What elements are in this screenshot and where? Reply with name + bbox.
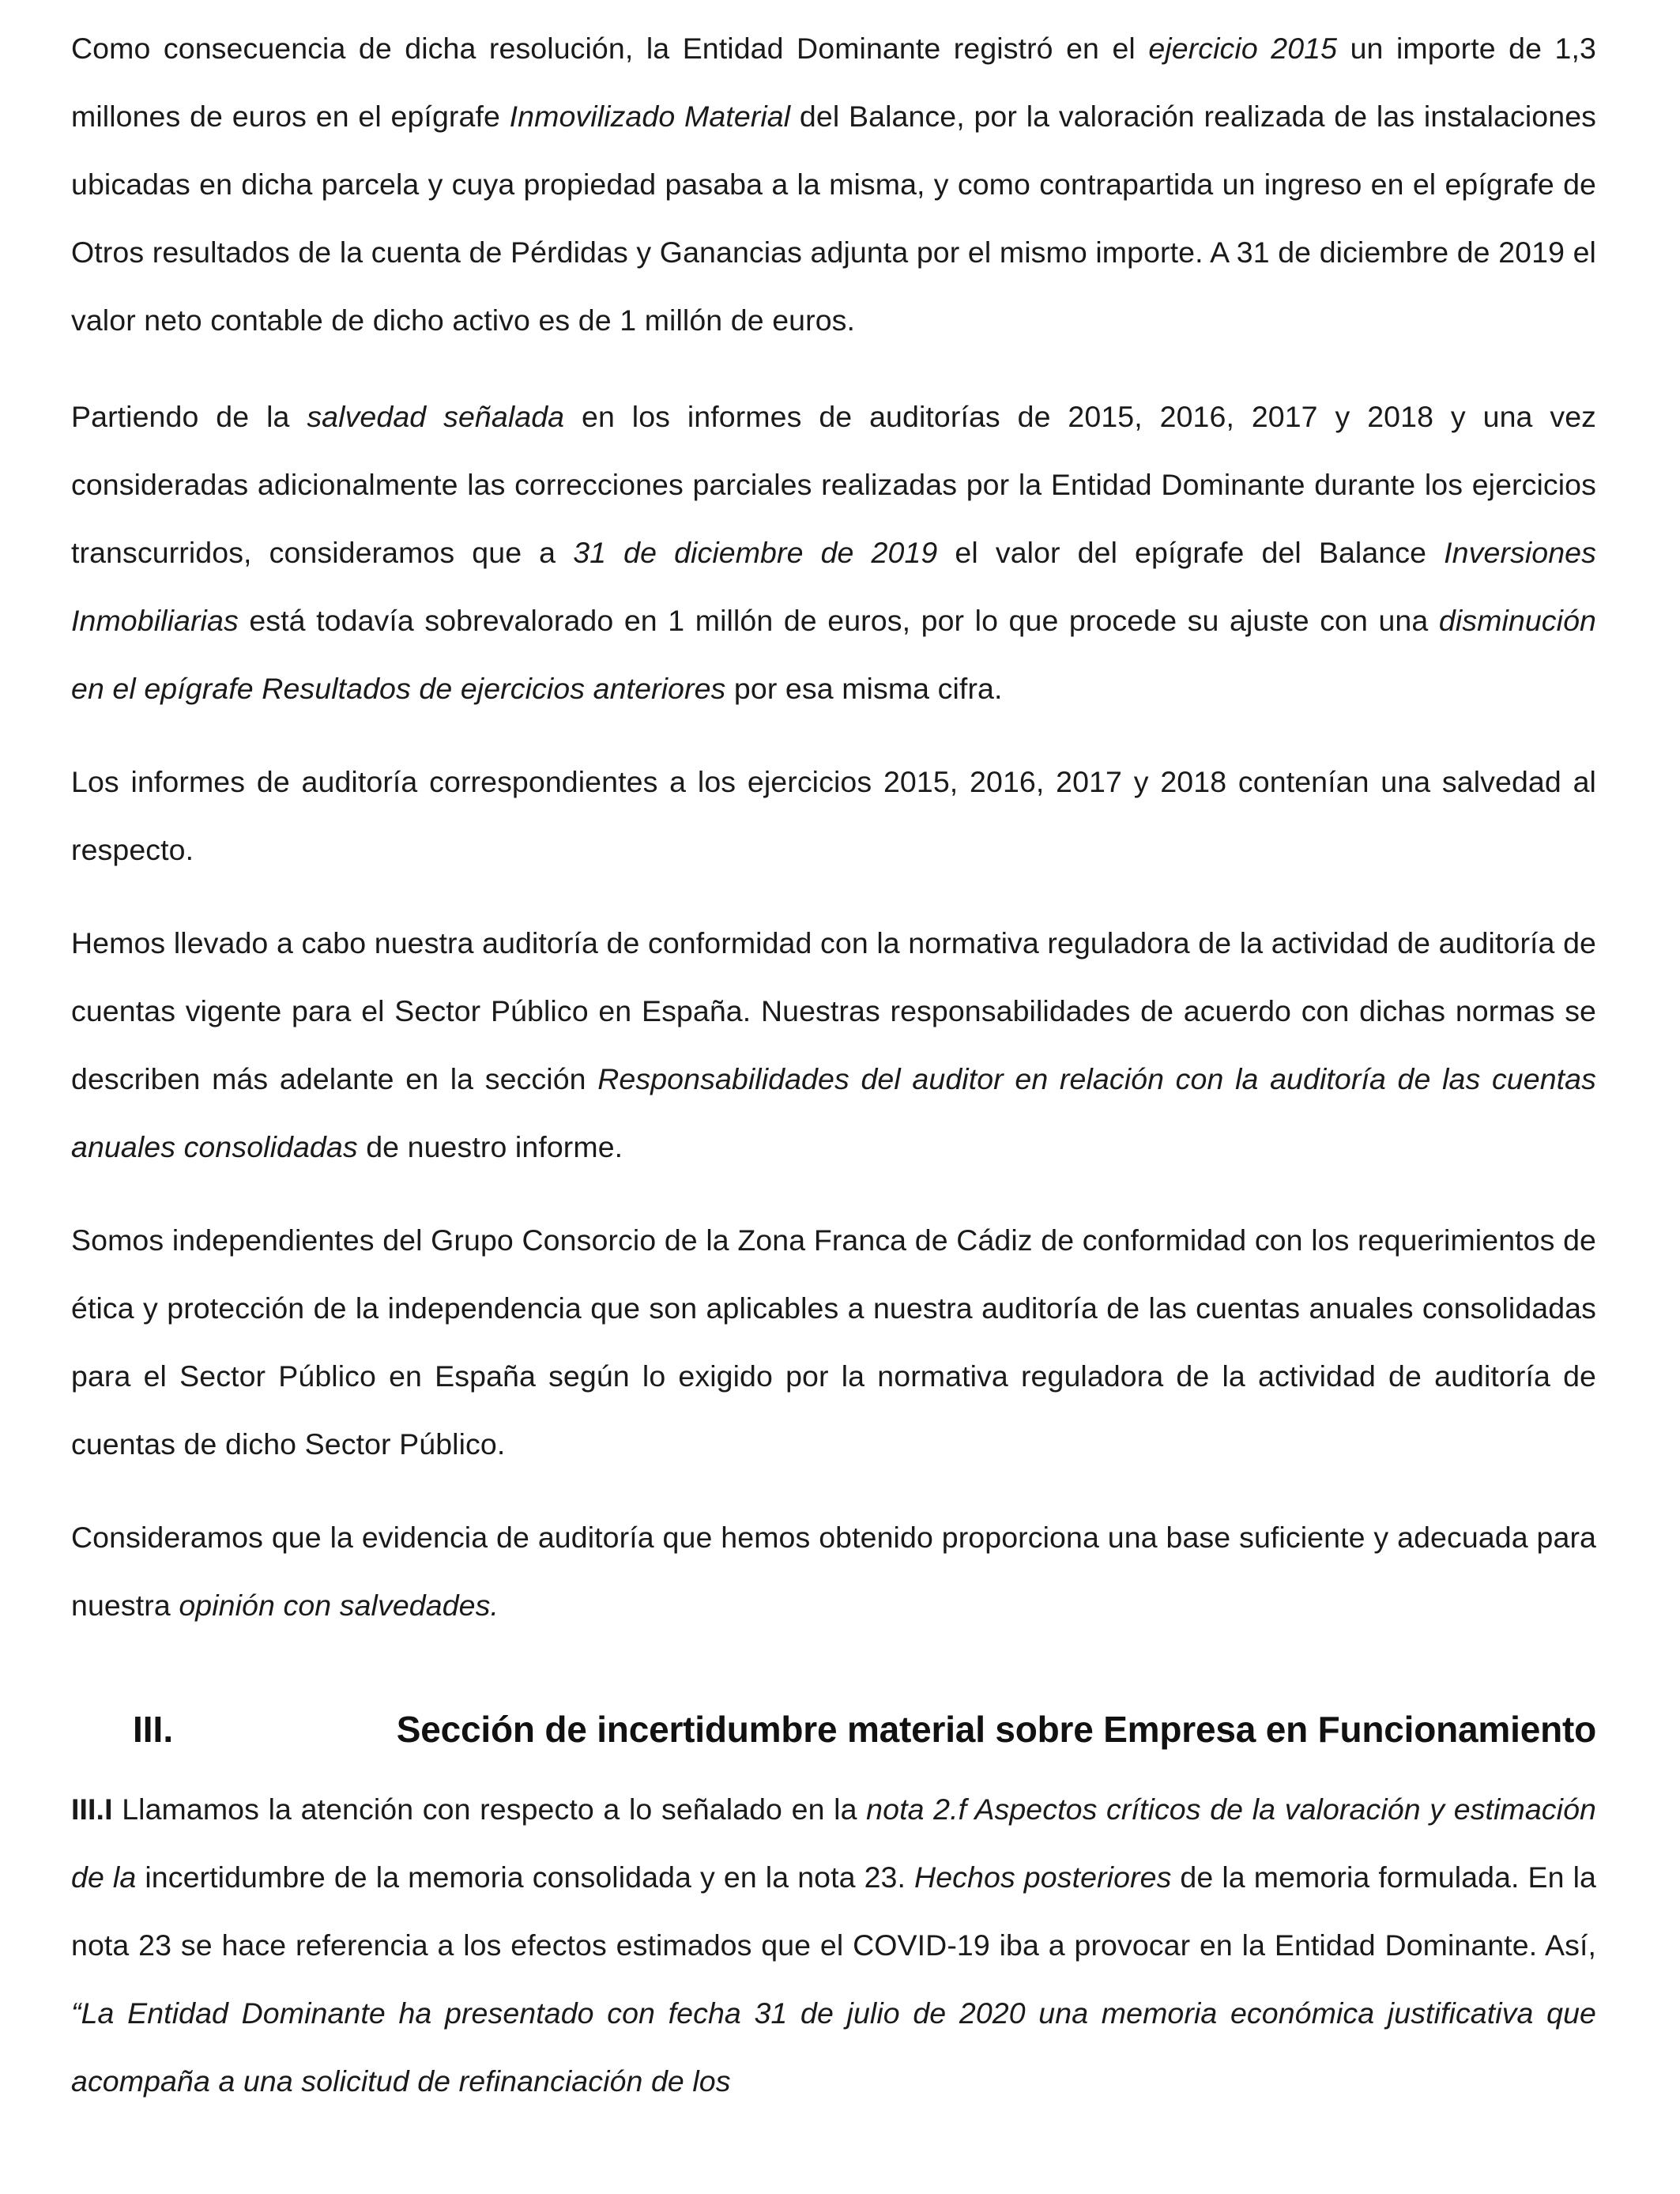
text-run: Somos independientes del Grupo Consorcio de la Zona Franca de Cádiz de conformidad con los requerimientos de ética y protección de la independencia que son aplicables a nuestra auditoría de las cuentas anuales consolidadas para el Sector Público en España según lo exigido por la normativa reguladora de la actividad de auditoría de cuentas de dicho Sector Público. <box>71 1223 1596 1461</box>
text-run: del Balance, por la valoración realizada de las instalaciones ubicadas en dicha parcela y cuya propiedad pasaba a la misma, y como contrapartida un ingreso en el epígrafe de Otros resultados de la cuenta de Pérdidas y Ganancias adjunta por el mismo importe. A 31 de diciembre de 2019 el valor neto contable de dicho activo es de 1 millón de euros. <box>71 100 1596 337</box>
paragraph-incertidumbre <box>71 1775 1596 2115</box>
italic-run: nota 2.f Aspectos críticos de la valoración y estimación de la <box>71 1793 1596 1894</box>
italic-run: Inversiones Inmobiliarias <box>71 536 1596 637</box>
text-run: Hemos llevado a cabo nuestra auditoría de conformidad con la normativa reguladora de la actividad de auditoría de cuentas vigente para el Sector Público en España. Nuestras responsabilidades de acuerdo con dichas normas se describen más adelante en la sección <box>71 926 1596 1095</box>
section-title: Sección de incertidumbre material sobre Empresa en Funcionamiento <box>396 1709 1596 1750</box>
paragraph-independencia <box>71 1206 1596 1478</box>
paragraph-ejercicio-2015 <box>71 14 1596 354</box>
italic-run: Hechos posteriores <box>914 1860 1172 1894</box>
paragraph-label: III.I <box>71 1793 113 1826</box>
text-run: Llamamos la atención con respecto a lo señalado en la <box>112 1793 867 1826</box>
paragraph-evidencia <box>71 1503 1596 1639</box>
text-run: de la memoria formulada. En la nota 23 se hace referencia a los efectos estimados que el COVID-19 iba a provocar en la Entidad Dominante. Así, <box>71 1860 1596 1962</box>
paragraph-normativa <box>71 909 1596 1181</box>
italic-run: opinión con salvedades. <box>179 1589 499 1622</box>
paragraph-informes-auditoria <box>71 748 1596 884</box>
italic-run: Responsabilidades del auditor en relación con la auditoría de las cuentas anuales consolidadas <box>71 1062 1596 1163</box>
section-number: III. <box>133 1709 174 1750</box>
text-run: incertidumbre de la memoria consolidada y en la nota 23. <box>136 1860 915 1894</box>
text-run: en los informes de auditorías de 2015, 2016, 2017 y 2018 y una vez consideradas adicionalmente las correcciones parciales realizadas por la Entidad Dominante durante los ejercicios transcurridos, consideramos que a <box>71 400 1596 569</box>
text-run: está todavía sobrevalorado en 1 millón de euros, por lo que procede su ajuste con una <box>238 604 1439 637</box>
text-run: por esa misma cifra. <box>725 672 1003 705</box>
text-run: Los informes de auditoría correspondientes a los ejercicios 2015, 2016, 2017 y 2018 contenían una salvedad al respecto. <box>71 765 1596 866</box>
text-run: Consideramos que la evidencia de auditoría que hemos obtenido proporciona una base suficiente y adecuada para nuestra <box>71 1521 1596 1622</box>
italic-run: “La Entidad Dominante ha presentado con fecha 31 de julio de 2020 una memoria económica justificativa que acompaña a una solicitud de refinanciación de los <box>71 1996 1596 2098</box>
paragraph-salvedad <box>71 383 1596 722</box>
italic-run: ejercicio 2015 <box>1148 32 1338 65</box>
italic-run: salvedad señalada <box>307 400 565 433</box>
italic-run: Inmovilizado Material <box>509 100 791 133</box>
italic-run: 31 de diciembre de 2019 <box>573 536 938 569</box>
text-run: el valor del epígrafe del Balance <box>937 536 1445 569</box>
italic-run: disminución en el epígrafe Resultados de ejercicios anteriores <box>71 604 1596 705</box>
section-heading <box>71 1690 1596 1769</box>
text-run: Partiendo de la <box>71 400 307 433</box>
text-run: un importe de 1,3 millones de euros en el epígrafe <box>71 32 1596 133</box>
text-run: de nuestro informe. <box>357 1130 623 1163</box>
document-page <box>71 14 1596 2115</box>
text-run: Como consecuencia de dicha resolución, la Entidad Dominante registró en el <box>71 32 1149 65</box>
